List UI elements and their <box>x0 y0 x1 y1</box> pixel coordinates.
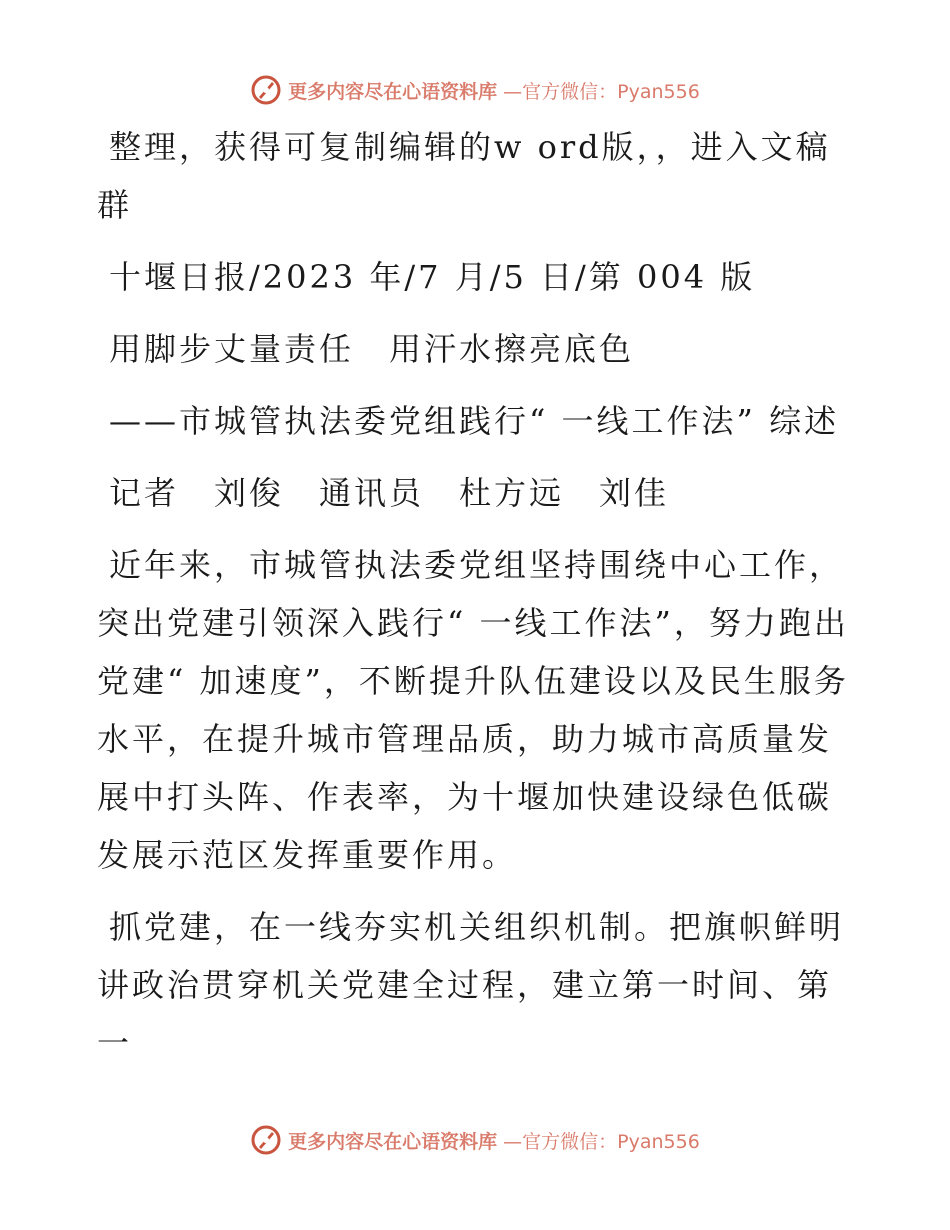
footer-watermark <box>0 1120 950 1160</box>
article-title: 用脚步丈量责任 用汗水擦亮底色 <box>109 330 635 368</box>
watermark-main-text: 更多内容尽在心语资料库 <box>288 1130 498 1153</box>
article-subtitle: ——市城管执法委党组践行“ 一线工作法” 综述 <box>109 402 840 440</box>
watermark-sub-text: —官方微信：Pyan556 <box>503 1130 700 1153</box>
paragraph-source-line: 十堰日报/2023 年/7 月/5 日/第 004 版 <box>109 258 756 296</box>
quill-seal-icon <box>250 74 282 106</box>
watermark-main-text: 更多内容尽在心语资料库 <box>288 80 498 103</box>
paragraph-body-2: 抓党建，在一线夯实机关组织机制。把旗帜鲜明讲政治贯穿机关党建全过程，建立第一时间、第一 <box>97 908 845 1062</box>
header-watermark <box>0 70 950 110</box>
paragraph-body-1: 近年来，市城管执法委党组坚持围绕中心工作，突出党建引领深入践行“ 一线工作法”，努力跑出党建“ 加速度”，不断提升队伍建设以及民生服务水平，在提升城市管理品质，助力城市高质量发展中打头阵、作表率，为十堰加快建设绿色低碳发展示范区发挥重要作用。 <box>97 546 849 874</box>
article-byline: 记者 刘俊 通讯员 杜方远 刘佳 <box>109 474 670 512</box>
paragraph-intro-note: 整理，获得可复制编辑的w ord版，，进入文稿群 <box>97 128 831 224</box>
document-body <box>97 118 857 1086</box>
watermark-sub-text: —官方微信：Pyan556 <box>503 80 700 103</box>
quill-seal-icon <box>250 1124 282 1156</box>
